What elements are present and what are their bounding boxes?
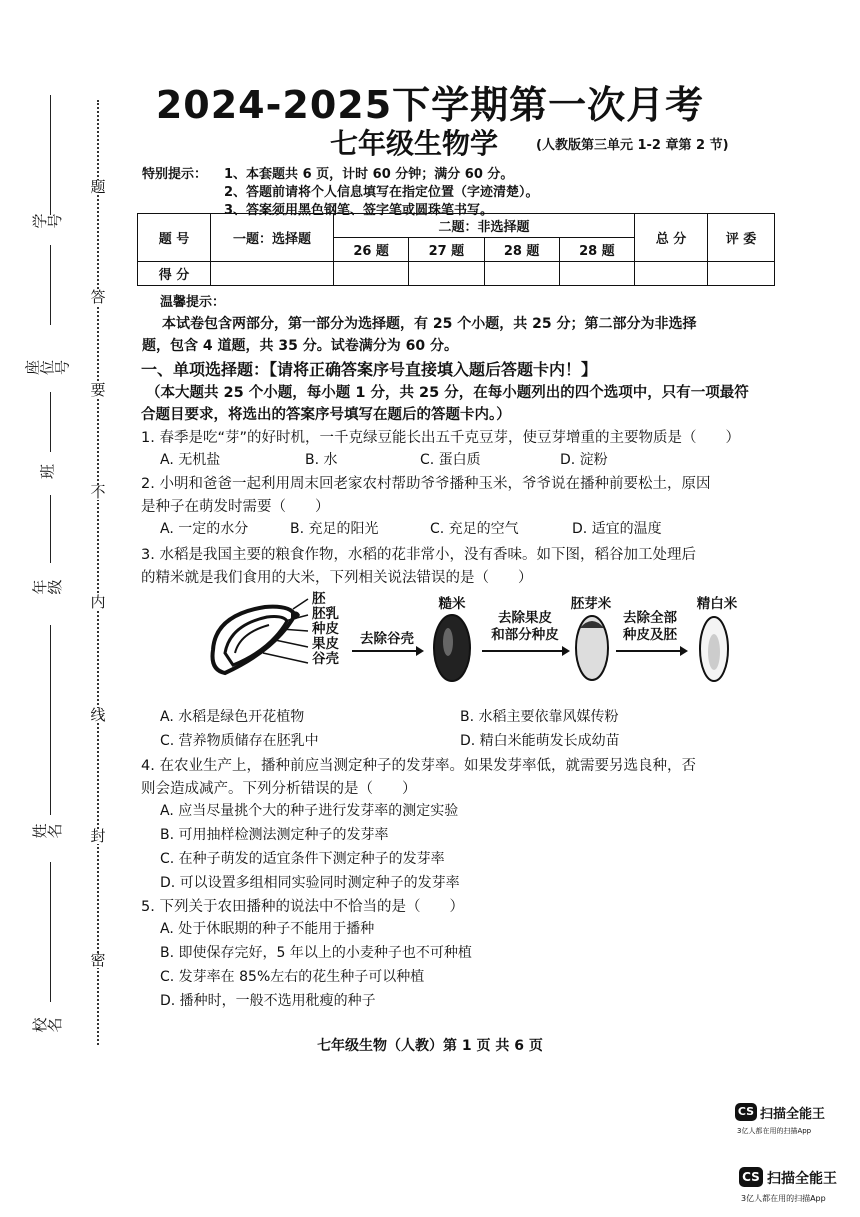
question-1-stem: 1. 春季是吃“芽”的好时机，一千克绿豆能长出五千克豆芽，使豆芽增重的主要物质是（ ）: [141, 430, 740, 446]
grade-underline: [50, 495, 51, 563]
cell-reviewer: 评 委: [708, 214, 775, 262]
question-3-stem: 的精米就是我们食用的大米，下列相关说法错误的是（ ）: [141, 570, 533, 586]
seat-label: 座位号: [23, 360, 72, 376]
cell-part1: 一题：选择题: [211, 214, 334, 262]
watermark-brand: 扫描全能王: [760, 1107, 826, 1122]
class-underline: [50, 392, 51, 452]
part-label-seed-coat: 种皮: [312, 621, 339, 637]
seal-char: 题: [88, 180, 108, 195]
arrow-1: [352, 645, 424, 657]
q4-option-c[interactable]: C. 在种子萌发的适宜条件下测定种子的发芽率: [160, 851, 445, 867]
score-input-q26[interactable]: [334, 262, 409, 286]
cell-defen: 得 分: [138, 262, 211, 286]
cell-q27: 27 题: [409, 238, 484, 262]
white-rice-label: 精白米: [696, 596, 738, 612]
exam-title: 2024-2025下学期第一次月考: [155, 83, 705, 127]
seal-char: 内: [88, 595, 108, 610]
step3-line: 去除全部: [623, 610, 677, 626]
school-label: 校名: [31, 1017, 64, 1033]
watermark-brand: 扫描全能王: [767, 1171, 837, 1187]
q3-option-a[interactable]: A. 水稻是绿色开花植物: [160, 709, 305, 725]
cell-tihao: 题 号: [138, 214, 211, 262]
section-title: 一、单项选择题：【请将正确答案序号直接填入题后答题卡内！】: [141, 360, 598, 379]
cell-total: 总 分: [635, 214, 708, 262]
part-label-pericarp: 果皮: [312, 636, 339, 652]
q5-option-a[interactable]: A. 处于休眠期的种子不能用于播种: [160, 921, 375, 937]
cell-q26: 26 题: [334, 238, 409, 262]
seal-char: 线: [88, 708, 108, 723]
part-label-embryo: 胚: [312, 591, 326, 607]
arrow-3: [616, 645, 688, 657]
school-underline: [50, 862, 51, 1002]
score-input-q28b[interactable]: [559, 262, 634, 286]
name-underline: [50, 625, 51, 815]
germ-rice-label: 胚芽米: [570, 596, 612, 612]
arrow-2: [482, 645, 570, 657]
q2-option-a[interactable]: A. 一定的水分: [160, 521, 249, 537]
q1-option-d[interactable]: D. 淀粉: [560, 452, 608, 468]
score-input-q28a[interactable]: [484, 262, 559, 286]
brown-rice-label: 糙米: [438, 596, 466, 612]
grade-label: 年级: [31, 579, 64, 595]
q5-option-b[interactable]: B. 即使保存完好，5 年以上的小麦种子也不可种植: [160, 945, 472, 961]
seal-char: 密: [88, 953, 108, 968]
q1-option-a[interactable]: A. 无机盐: [160, 452, 221, 468]
student-id-label: 学号: [31, 213, 64, 229]
section-desc: 合题目要求，将选出的答案序号填写在题后的答题卡内。）: [141, 407, 511, 423]
germ-rice-grain: [572, 610, 612, 682]
white-rice-grain: [696, 612, 732, 684]
warm-label: 温馨提示：: [160, 295, 226, 310]
seat-underline: [50, 245, 51, 325]
q2-option-d[interactable]: D. 适宜的温度: [572, 521, 662, 537]
step3-line: 种皮及胚: [623, 627, 677, 643]
part-label-endosperm: 胚乳: [312, 606, 339, 622]
cell-part2: 二题：非选择题: [334, 214, 635, 238]
q2-option-c[interactable]: C. 充足的空气: [430, 521, 519, 537]
seal-char: 要: [88, 383, 108, 398]
watermark-slogan: 3亿人都在用的扫描App: [737, 1127, 812, 1135]
question-2-stem: 是种子在萌发时需要（ ）: [141, 499, 330, 515]
question-3-stem: 3. 水稻是我国主要的粮食作物，水稻的花非常小，没有香味。如下图，稻谷加工处理后: [141, 547, 696, 563]
cs-logo-icon: CS: [735, 1103, 757, 1121]
score-input-total[interactable]: [635, 262, 708, 286]
section-desc: （本大题共 25 个小题，每小题 1 分，共 25 分，在每小题列出的四个选项中，只有一项最符: [146, 385, 749, 401]
step2-line: 去除果皮: [498, 610, 552, 626]
tips-label: 特别提示：: [142, 167, 208, 182]
step1-label: 去除谷壳: [360, 631, 414, 647]
binding-dotted-line: [97, 100, 99, 1045]
brown-rice-grain: [430, 612, 474, 684]
question-4-stem: 则会造成减产。下列分析错误的是（ ）: [141, 781, 417, 797]
score-input-part1[interactable]: [211, 262, 334, 286]
watermark-slogan: 3亿人都在用的扫描App: [741, 1194, 826, 1203]
q1-option-b[interactable]: B. 水: [305, 452, 338, 468]
q3-option-b[interactable]: B. 水稻主要依靠风媒传粉: [460, 709, 619, 725]
q4-option-b[interactable]: B. 可用抽样检测法测定种子的发芽率: [160, 827, 389, 843]
score-input-q27[interactable]: [409, 262, 484, 286]
warm-line: 题，包含 4 道题，共 35 分。试卷满分为 60 分。: [142, 338, 458, 354]
q4-option-a[interactable]: A. 应当尽量挑个大的种子进行发芽率的测定实验: [160, 803, 459, 819]
q3-option-d[interactable]: D. 精白米能萌发长成幼苗: [460, 733, 620, 749]
seal-char: 答: [88, 290, 108, 305]
step2-line: 和部分种皮: [491, 627, 559, 643]
q1-option-c[interactable]: C. 蛋白质: [420, 452, 481, 468]
q2-option-b[interactable]: B. 充足的阳光: [290, 521, 379, 537]
rice-grain-cross-section: [205, 595, 310, 680]
class-label: 班: [38, 464, 57, 480]
question-2-stem: 2. 小明和爸爸一起利用周末回老家农村帮助爷爷播种玉米，爷爷说在播种前要松土，原因: [141, 476, 711, 492]
tip-item: 1、本套题共 6 页，计时 60 分钟；满分 60 分。: [224, 167, 514, 182]
tip-item: 3、答案须用黑色钢笔、签字笔或圆珠笔书写。: [224, 203, 494, 218]
score-table: [137, 213, 775, 286]
q4-option-d[interactable]: D. 可以设置多组相同实验同时测定种子的发芽率: [160, 875, 460, 891]
question-5-stem: 5. 下列关于农田播种的说法中不恰当的是（ ）: [141, 899, 464, 915]
edition-note: (人教版第三单元 1-2 章第 2 节): [536, 138, 729, 153]
page-footer: 七年级生物（人教）第 1 页 共 6 页: [317, 1038, 543, 1054]
seal-char: 封: [88, 829, 108, 844]
step3-label: [614, 610, 686, 644]
warm-line: 本试卷包含两部分，第一部分为选择题，有 25 个小题，共 25 分；第二部分为非选择: [162, 316, 697, 332]
seal-char: 不: [88, 485, 108, 500]
q5-option-c[interactable]: C. 发芽率在 85%左右的花生种子可以种植: [160, 969, 425, 985]
cell-q28a: 28 题: [484, 238, 559, 262]
cs-logo-icon: CS: [739, 1167, 763, 1187]
step2-label: [480, 610, 570, 644]
part-label-husk: 谷壳: [312, 651, 339, 667]
name-label: 姓名: [31, 823, 64, 839]
score-input-reviewer[interactable]: [708, 262, 775, 286]
q3-option-c[interactable]: C. 营养物质储存在胚乳中: [160, 733, 319, 749]
question-4-stem: 4. 在农业生产上，播种前应当测定种子的发芽率。如果发芽率低，就需要另选良种，否: [141, 758, 696, 774]
q5-option-d[interactable]: D. 播种时，一般不选用秕瘦的种子: [160, 993, 376, 1009]
exam-subtitle: 七年级生物学: [330, 127, 499, 160]
tip-item: 2、答题前请将个人信息填写在指定位置（字迹清楚）。: [224, 185, 539, 200]
cell-q28b: 28 题: [559, 238, 634, 262]
rice-part-labels: [312, 592, 339, 667]
